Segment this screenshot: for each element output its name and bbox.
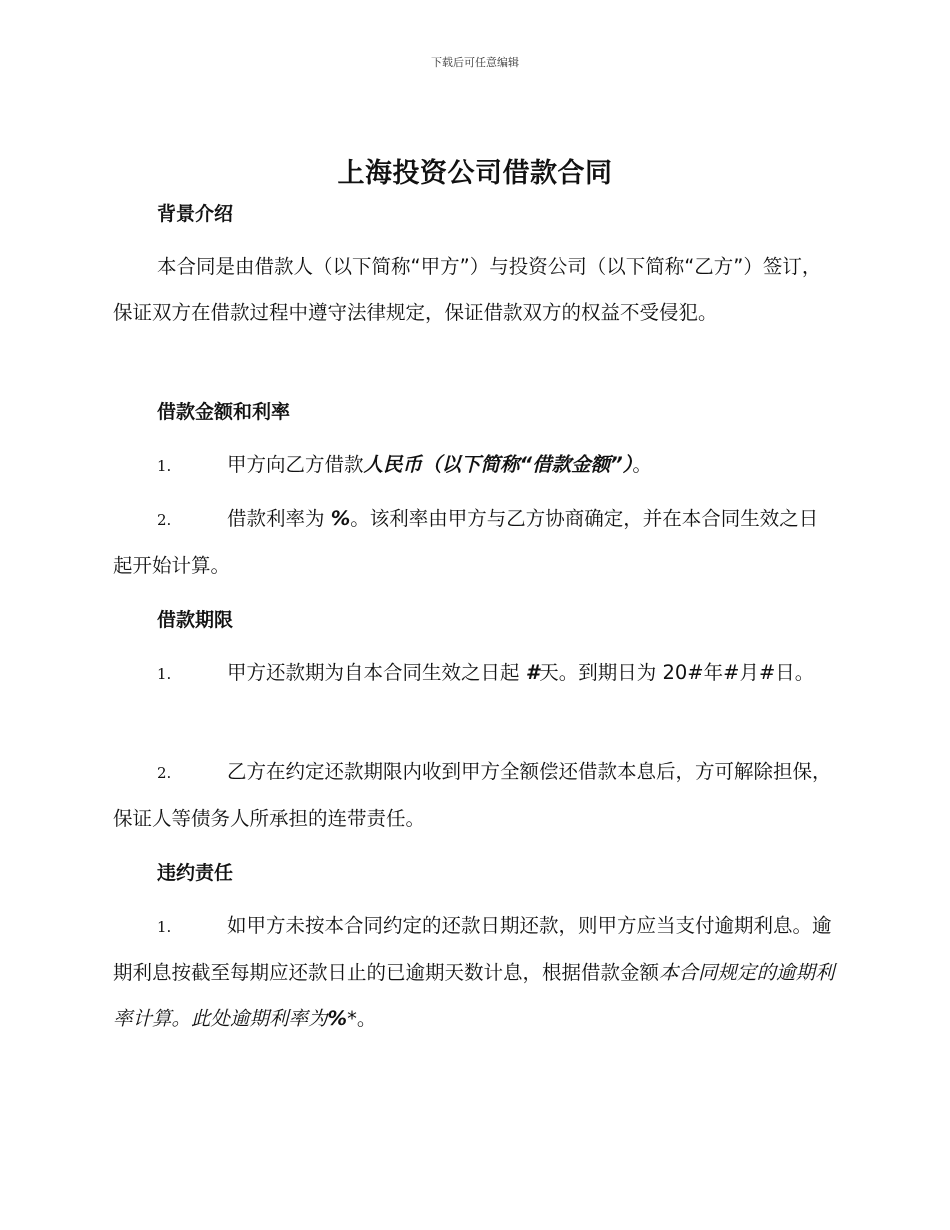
term-item-2-text: 乙方在约定还款期限内收到甲方全额偿还借款本息后，方可解除担保，保证人等债务人所承担的连带责任。 [113, 760, 832, 830]
amount-item-1-text: 甲方向乙方借款 [227, 453, 364, 476]
header-note: 下载后可任意编辑 [431, 56, 519, 69]
amount-item-2-text: 借款利率为 [227, 507, 331, 530]
days-placeholder: # [525, 661, 540, 684]
breach-item-1 [113, 903, 835, 1042]
background-paragraph: 本合同是由借款人（以下简称“甲方”）与投资公司（以下简称“乙方”）签订，保证双方在借款过程中遵守法律规定，保证借款双方的权益不受侵犯。 [113, 255, 822, 324]
list-number: 1. [157, 918, 172, 936]
breach-item-1-end: *。 [347, 1007, 377, 1030]
amount-placeholder: 人民币（以下简称“借款金额”） [363, 453, 633, 476]
section-heading-amount: 借款金额和利率 [157, 401, 291, 423]
section-heading-breach: 违约责任 [157, 862, 234, 884]
breach-italic-text: 本合同规定的逾期利率计算。此处逾期利率为 [113, 961, 835, 1030]
amount-item-2 [113, 496, 835, 589]
term-item-2 [113, 749, 835, 842]
section-heading-background: 背景介绍 [157, 203, 234, 225]
list-number: 2. [157, 511, 172, 529]
list-number: 1. [157, 665, 172, 683]
amount-item-1 [113, 442, 835, 489]
term-item-1 [113, 650, 835, 697]
amount-item-2-rest: 。该利率由甲方与乙方协商确定，并在本合同生效之日起开始计算。 [113, 507, 819, 577]
rate-placeholder: % [330, 507, 351, 530]
term-item-1-text: 甲方还款期为自本合同生效之日起 [227, 661, 526, 684]
section-heading-term: 借款期限 [157, 609, 234, 631]
breach-item-1-text: 如甲方未按本合同约定的还款日期还款，则甲方应当支付逾期利息。逾期利息按截至每期应还款日止的已逾期天数计息，根据借款金额 [113, 914, 832, 984]
amount-item-1-end: 。 [632, 453, 652, 476]
page-title: 上海投资公司借款合同 [337, 158, 613, 189]
term-item-1-rest: 天。到期日为 20#年#月#日。 [539, 661, 815, 684]
overdue-rate-placeholder: % [327, 1007, 348, 1030]
list-number: 1. [157, 457, 172, 475]
list-number: 2. [157, 764, 172, 782]
